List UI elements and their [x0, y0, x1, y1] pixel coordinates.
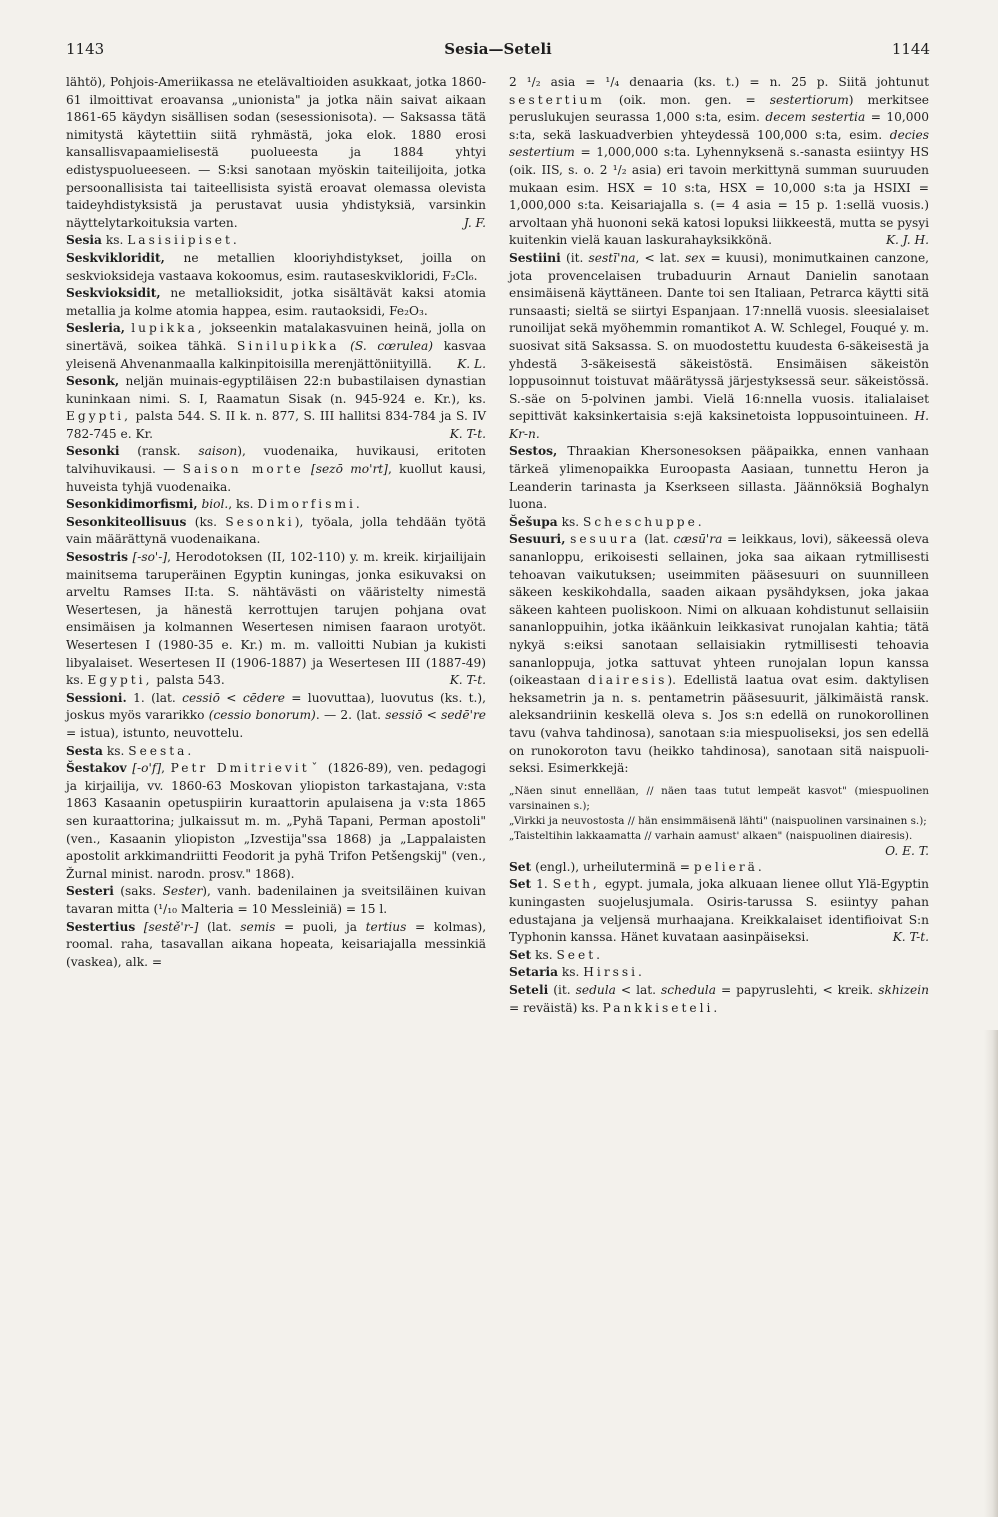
entry-seskvioksidit: Seskvioksidit, ne metallioksidit, jotka sisältävät kaksi atomia metallia ja kolme atomia happea, esim. rautaoksidi, Fe₂O₃. [66, 286, 487, 318]
entry-sesupa: Šešupa ks. Scheschuppe. [509, 514, 705, 529]
entry-sesuuri: Sesuuri, sesuura (lat. cæsū'ra = leikkaus, lovi), säkeessä oleva sananloppu, erikoisesti sellainen, joka saa aikaan rytmillisesti tehoavan vaikutuksen; useimmiten pääsesuuri on suunnilleen säkeen keskikohdalla, saaden aikaan pysähdyksen, joka jakaa säkeen kahteen puoliskoon. Nimi on alkuaan kohdistunut sellaisiin sananloppuihin, jotka ikäänkuin leikkasivat runojalan kahtia; tätä nykyä s:eiksi sanotaan sellaisiakin rytmillisesti tehoavia sananloppuja, jotka sattuvat yhteen runojalan lopun kanssa (oikeastaan diairesis). Edellistä laatua ovat esim. daktylisen heksametrin ja n. s. pentametrin pääsesuurit, jälkimäistä ransk. aleksandriinin keskellä oleva s. Jos s:n edellä on runokorollinen tavu (vahva tahdinosa), sanotaan s:ia miespuoliseksi, jos sen edellä on runokoroton tavu (heikko tahdinosa), sanotaan sitä naispuoliseksi. Esimerkkejä: [509, 532, 930, 776]
entry-sestakov: Šestakov [-o'f], Petr Dmitrievitˇ (1826-89), ven. pedagogi ja kirjailija, vv. 1860-63 Moskovan yliopiston tarkastajana, v:sta 1863 Kasaanin opetuspiirin kuraattorin apulaisena ja v:sta 1865 sen kuraattorina; julkaissut m. m. „Pyhä Tapani, Perman apostoli" (ven., Kasaanin yliopiston „Izvestija"ssa 1868) ja „Lappalaisten apostolit arkkimandriitti Feodorit ja pyhä Trifon Petšengskij" (ven., Žurnal minist. narodn. prosv." 1868). [66, 761, 486, 881]
entry-sesleria: Sesleria, lupikka, jokseenkin matalakasvuinen heinä, jolla on sinertävä, soikea tähkä. Sinilupikka (S. cœrulea) kasvaa yleisenä Ahvenanmaalla kalkinpitoisilla merenjättöniityillä. K. L. [66, 321, 487, 371]
entry-set-2: Set 1. Seth, egypt. jumala, joka alkuaan lienee ollut Ylä-Egyptin kuningasten suojelusjumala. Osiris-tarussa S. esiintyy pahan edustajana ja veljensä murhaajana. Kreikkalaiset identifioivat S:n Typhonin kanssa. Hänet kuvataan aasinpäiseksi. K. T-t. [509, 877, 930, 945]
entry-sesonk: Sesonk, neljän muinais-egyptiläisen 22:n bubastilaisen dynastian kuninkaan nimi. S. I, Raamatun Sisak (n. 945-924 e. Kr.), ks. Egypti, palsta 544. S. II k. n. 877, S. III hallitsi 834-784 ja S. IV 782-745 e. Kr. K. T-t. [66, 374, 487, 441]
page-header [66, 40, 930, 64]
left-page-number: 1143 [66, 40, 105, 58]
entry-sesonki: Sesonki (ransk. saison), vuodenaika, huvikausi, eritoten talvihuvikausi. — Saison morte [sezō mo'rt], kuollut kausi, huveista tyhjä vuodenaika. [66, 444, 487, 494]
entry-sesta: Sesta ks. Seesta. [66, 743, 195, 758]
entry-sestertius: Sestertius [sestě'r-] (lat. semis = puoli, ja tertius = kolmas), roomal. raha, tasavallan aikana hopeata, keisariajalla messinkiä (vaskea), alk. = [66, 919, 487, 969]
example-quote-1: „Näen sinut ennelläan, // näen taas tutut lempeät kasvot" (miespuolinen varsinainen s.); [509, 784, 929, 812]
entry-setaria: Setaria ks. Hirssi. [509, 965, 645, 980]
entry-set-1: Set (engl.), urheiluterminä = pelierä. [509, 859, 765, 874]
entry-sesonkiteollisuus: Sesonkiteollisuus (ks. Sesonki), työala, jolla tehdään työtä vain määrättynä vuodenaikana. [66, 514, 486, 547]
page-title: Sesia—Seteli [444, 40, 552, 58]
entry-sesonkidimorfismi: Sesonkidimorfismi, biol., ks. Dimorfismi. [66, 497, 363, 512]
entry-sessioni: Sessioni. 1. (lat. cessiō < cēdere = luovuttaa), luovutus (ks. t.), joskus myös vararikko (cessio bonorum). — 2. (lat. sessiō < sedē're = istua), istunto, neuvottelu. [66, 690, 487, 740]
entry-sesia: Sesia ks. Lasisiipiset. [66, 233, 240, 248]
entry-sestiini: Sestiini (it. sestī'na, < lat. sex = kuusi), monimutkainen canzone, jota provencelaisen trubaduurin Arnaut Danielin sanotaan ensimäisenä käyttäneen. Dante toi sen Italiaan, Petrarca käytti sitä runsaasti; sieltä se siirtyi Espanjaan. 17:nnellä vuosis. sleesialaiset runoilijat sekä myöhemmin romantikot A. W. Schlegel, Fouqué y. m. suosivat sitä Saksassa. S. on muodostettu kuudesta 6-säkeisestä ja yhdestä 3-säkeisestä säkeistöstä. Ensimäisen säkeistön loppusoinnut toistuvat määrätyssä järjestyksessä seur. säkeistössä. S.-säe on 5-polvinen jambi. Vielä 16:nnella vuosis. italialaiset sepittivät kaksinkertaisia s:ejä kaksinetoista loppusointuineen. H. Kr-n. [509, 250, 930, 441]
entry-seteli: Seteli (it. sedula < lat. schedula = papyruslehti, < kreik. skhizein = reväistä) ks. Pankkiseteli. [509, 982, 929, 1015]
entry-sesostris: Sesostris [-so'-], Herodotoksen (II, 102-110) y. m. kreik. kirjailijain mainitsema taruperäinen Egyptin kuningas, jonka esikuvaksi on arveltu Ramses II:ta. S. nähtävästi on vääristelty nimestä Wesertesen, ja hänestä kerrottujen tarujen pohjana ovat ensimäisen ja kolmannen Wesertesen nimisen faaraon urotyöt. Wesertesen I (1980-35 e. Kr.) m. m. valloitti Nubian ja kukisti libyalaiset. Wesertesen II (1906-1887) ja Wesertesen III (1887-49) ks. Egypti, palsta 543. K. T-t. [66, 550, 486, 688]
right-column [509, 74, 929, 1017]
right-page-number: 1144 [891, 40, 930, 58]
entry-seskvikloridit: Seskvikloridit, ne metallien klooriyhdistykset, joilla on seskvioksideja vastaava kokoomus, esim. rautaseskvikloridi, F₂Cl₆. [66, 250, 486, 283]
entry-set-3: Set ks. Seet. [509, 947, 603, 962]
left-column [66, 74, 486, 971]
example-quote-3: „Taisteltihin lakkaamatta // varhain aamust' alkaen" (naispuolinen diairesis). O. E. T. [509, 829, 929, 858]
entry-sestos: Sestos, Thraakian Khersonesoksen pääpaikka, ennen vanhaan tärkeä ylimenopaikka Euroopasta Aasiaan, tunnettu Heron ja Leanderin tarinasta ja Kserkseen sillasta. Jäännöksiä Boghalyn luona. [509, 444, 929, 512]
entry-sesteri: Sesteri (saks. Sester), vanh. badenilainen ja sveitsiläinen kuivan tavaran mitta (¹/₁₀ Malteria = 10 Messleiniä) = 15 l. [66, 884, 487, 916]
entry-sestertius-continued: 2 ¹/₂ asia = ¹/₄ denaaria (ks. t.) = n. 25 p. Siitä johtunut sestertium (oik. mon. gen. = sestertiorum) merkitsee peruslukujen seurassa 1,000 s:ta, esim. decem sestertia = 10,000 s:ta, sekä laskuadverbien yhteydessä 100,000 s:ta, esim. decies sestertium = 1,000,000 s:ta. Lyhennyksenä s.-sanasta esiintyy HS (oik. IIS, s. o. 2 ¹/₂ asia) eri tavoin merkittynä summan suuruuden mukaan esim. HSX = 10 s:ta, HSX = 10,000 s:ta ja HSIXI = 1,000,000 s:ta. Keisariajalla s. (= 4 asia = 15 p. 1:sellä vuosis.) arvoltaan yhä huononi sekä katosi lopuksi liikkeestä, mutta se pysyi kuitenkin vielä kauan laskurahayksikkönä. K. J. H. [509, 75, 930, 248]
page-edge-shadow [984, 1030, 998, 1517]
example-quote-2: „Virkki ja neuvostosta // hän ensimmäisenä lähti" (naispuolinen varsinainen s.); [509, 814, 927, 827]
entry-continued: lähtö), Pohjois-Ameriikassa ne etelävaltioiden asukkaat, jotka 1860-61 ilmoittivat eroavansa „unionista" ja jotka näin saivat aikaan 1861-65 käydyn sisällisen sodan (sesessionisota). — Saksassa tätä nimitystä käytettiin siitä ryhmästä, joka elok. 1880 erosi kansallisvapaamielisestä puolueesta ja 1884 yhtyi edistyspuolueeseen. — S:ksi sanotaan myöskin taiteilijoita, jotka persoonallisista tai taiteellisista syistä eroavat olemassa olevista taideyhdistyksistä ja perustavat uusia yhdistyksiä, varsinkin näyttelytarkoituksia varten. J. F. [66, 75, 486, 230]
